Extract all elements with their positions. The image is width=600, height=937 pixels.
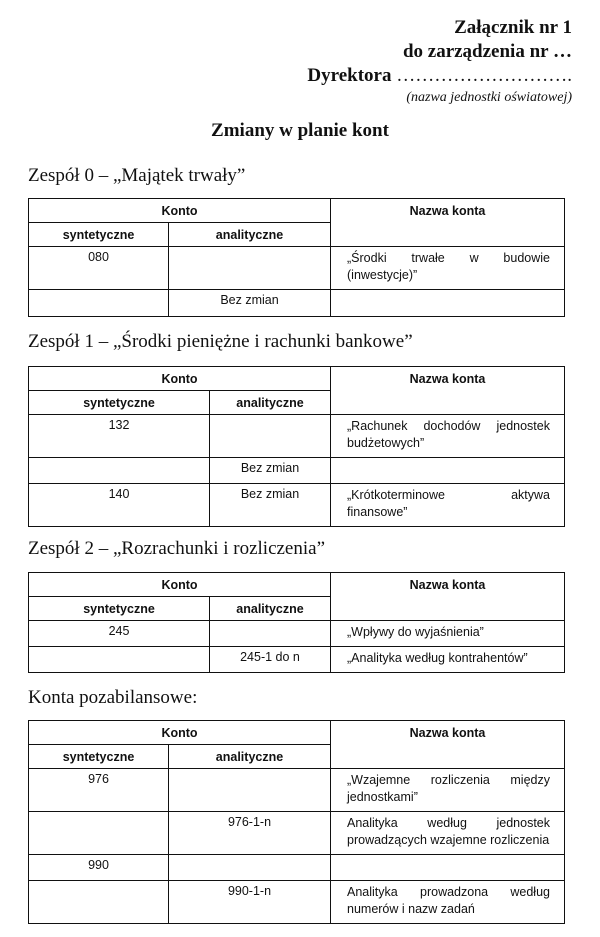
table-row bbox=[29, 290, 565, 317]
synthetic-header: syntetyczne bbox=[29, 597, 210, 621]
accounts-table-3 bbox=[28, 720, 565, 924]
synthetic-cell bbox=[29, 881, 169, 924]
ordinance-reference: do zarządzenia nr … bbox=[402, 41, 572, 62]
synthetic-cell: 140 bbox=[29, 484, 210, 527]
analytic-cell bbox=[169, 247, 331, 290]
synthetic-cell: 132 bbox=[29, 415, 210, 458]
synthetic-cell bbox=[29, 647, 210, 673]
table-row bbox=[29, 881, 565, 924]
analytic-header: analityczne bbox=[169, 745, 331, 769]
account-name-cell: „Rachunek dochodów jednostek budżetowych” bbox=[331, 415, 565, 458]
account-header: Konto bbox=[29, 367, 331, 391]
analytic-cell: Bez zmian bbox=[210, 484, 331, 527]
account-name-header: Nazwa konta bbox=[331, 721, 565, 769]
analytic-cell: 990-1-n bbox=[169, 881, 331, 924]
analytic-header: analityczne bbox=[210, 597, 331, 621]
account-name-cell: „Wzajemne rozliczenia między jednostkami” bbox=[331, 769, 565, 812]
attachment-number: Załącznik nr 1 bbox=[454, 17, 572, 38]
table-row bbox=[29, 621, 565, 647]
table-header-row bbox=[29, 721, 565, 745]
synthetic-cell bbox=[29, 812, 169, 855]
analytic-header: analityczne bbox=[169, 223, 331, 247]
table-row bbox=[29, 415, 565, 458]
accounts-table-1 bbox=[28, 366, 565, 527]
accounts-table-0 bbox=[28, 198, 565, 317]
table-header-row bbox=[29, 367, 565, 391]
section-title-1: Zespół 1 – „Środki pieniężne i rachunki bankowe” bbox=[28, 331, 413, 352]
table-header-row bbox=[29, 573, 565, 597]
table-header-row bbox=[29, 199, 565, 223]
director-label: Dyrektora bbox=[307, 65, 392, 86]
account-header: Konto bbox=[29, 199, 331, 223]
section-title-0: Zespół 0 – „Majątek trwały” bbox=[28, 165, 246, 186]
account-name-cell: „Środki trwałe w budowie (inwestycje)” bbox=[331, 247, 565, 290]
account-name-header: Nazwa konta bbox=[331, 573, 565, 621]
table-row bbox=[29, 247, 565, 290]
account-name-cell bbox=[331, 458, 565, 484]
synthetic-cell: 976 bbox=[29, 769, 169, 812]
table-row bbox=[29, 647, 565, 673]
analytic-cell: 245-1 do n bbox=[210, 647, 331, 673]
synthetic-cell: 990 bbox=[29, 855, 169, 881]
synthetic-cell bbox=[29, 458, 210, 484]
accounts-table-2 bbox=[28, 572, 565, 673]
synthetic-cell: 080 bbox=[29, 247, 169, 290]
account-name-cell: Analityka prowadzona według numerów i nazw zadań bbox=[331, 881, 565, 924]
section-title-2: Zespół 2 – „Rozrachunki i rozliczenia” bbox=[28, 538, 326, 559]
analytic-cell bbox=[210, 621, 331, 647]
analytic-cell bbox=[169, 769, 331, 812]
synthetic-cell bbox=[29, 290, 169, 317]
analytic-cell bbox=[169, 855, 331, 881]
account-name-header: Nazwa konta bbox=[331, 367, 565, 415]
section-title-3: Konta pozabilansowe: bbox=[28, 687, 198, 708]
account-name-cell: „Analityka według kontrahentów” bbox=[331, 647, 565, 673]
document-title: Zmiany w planie kont bbox=[211, 120, 389, 141]
account-header: Konto bbox=[29, 573, 331, 597]
account-header: Konto bbox=[29, 721, 331, 745]
table-row bbox=[29, 769, 565, 812]
account-name-cell: „Wpływy do wyjaśnienia” bbox=[331, 621, 565, 647]
analytic-cell bbox=[210, 415, 331, 458]
synthetic-header: syntetyczne bbox=[29, 223, 169, 247]
analytic-header: analityczne bbox=[210, 391, 331, 415]
table-row bbox=[29, 458, 565, 484]
director-dots: ………………………. bbox=[396, 65, 572, 86]
account-name-header: Nazwa konta bbox=[331, 199, 565, 247]
analytic-cell: Bez zmian bbox=[169, 290, 331, 317]
account-name-cell: „Krótkoterminowe aktywa finansowe” bbox=[331, 484, 565, 527]
table-row bbox=[29, 855, 565, 881]
account-name-cell bbox=[331, 855, 565, 881]
director-line bbox=[307, 64, 572, 87]
analytic-cell: Bez zmian bbox=[210, 458, 331, 484]
synthetic-cell: 245 bbox=[29, 621, 210, 647]
account-name-cell bbox=[331, 290, 565, 317]
institution-name-hint: (nazwa jednostki oświatowej) bbox=[406, 90, 572, 105]
table-row bbox=[29, 812, 565, 855]
analytic-cell: 976-1-n bbox=[169, 812, 331, 855]
table-row bbox=[29, 484, 565, 527]
synthetic-header: syntetyczne bbox=[29, 745, 169, 769]
synthetic-header: syntetyczne bbox=[29, 391, 210, 415]
account-name-cell: Analityka według jednostek prowadzących wzajemne rozliczenia bbox=[331, 812, 565, 855]
